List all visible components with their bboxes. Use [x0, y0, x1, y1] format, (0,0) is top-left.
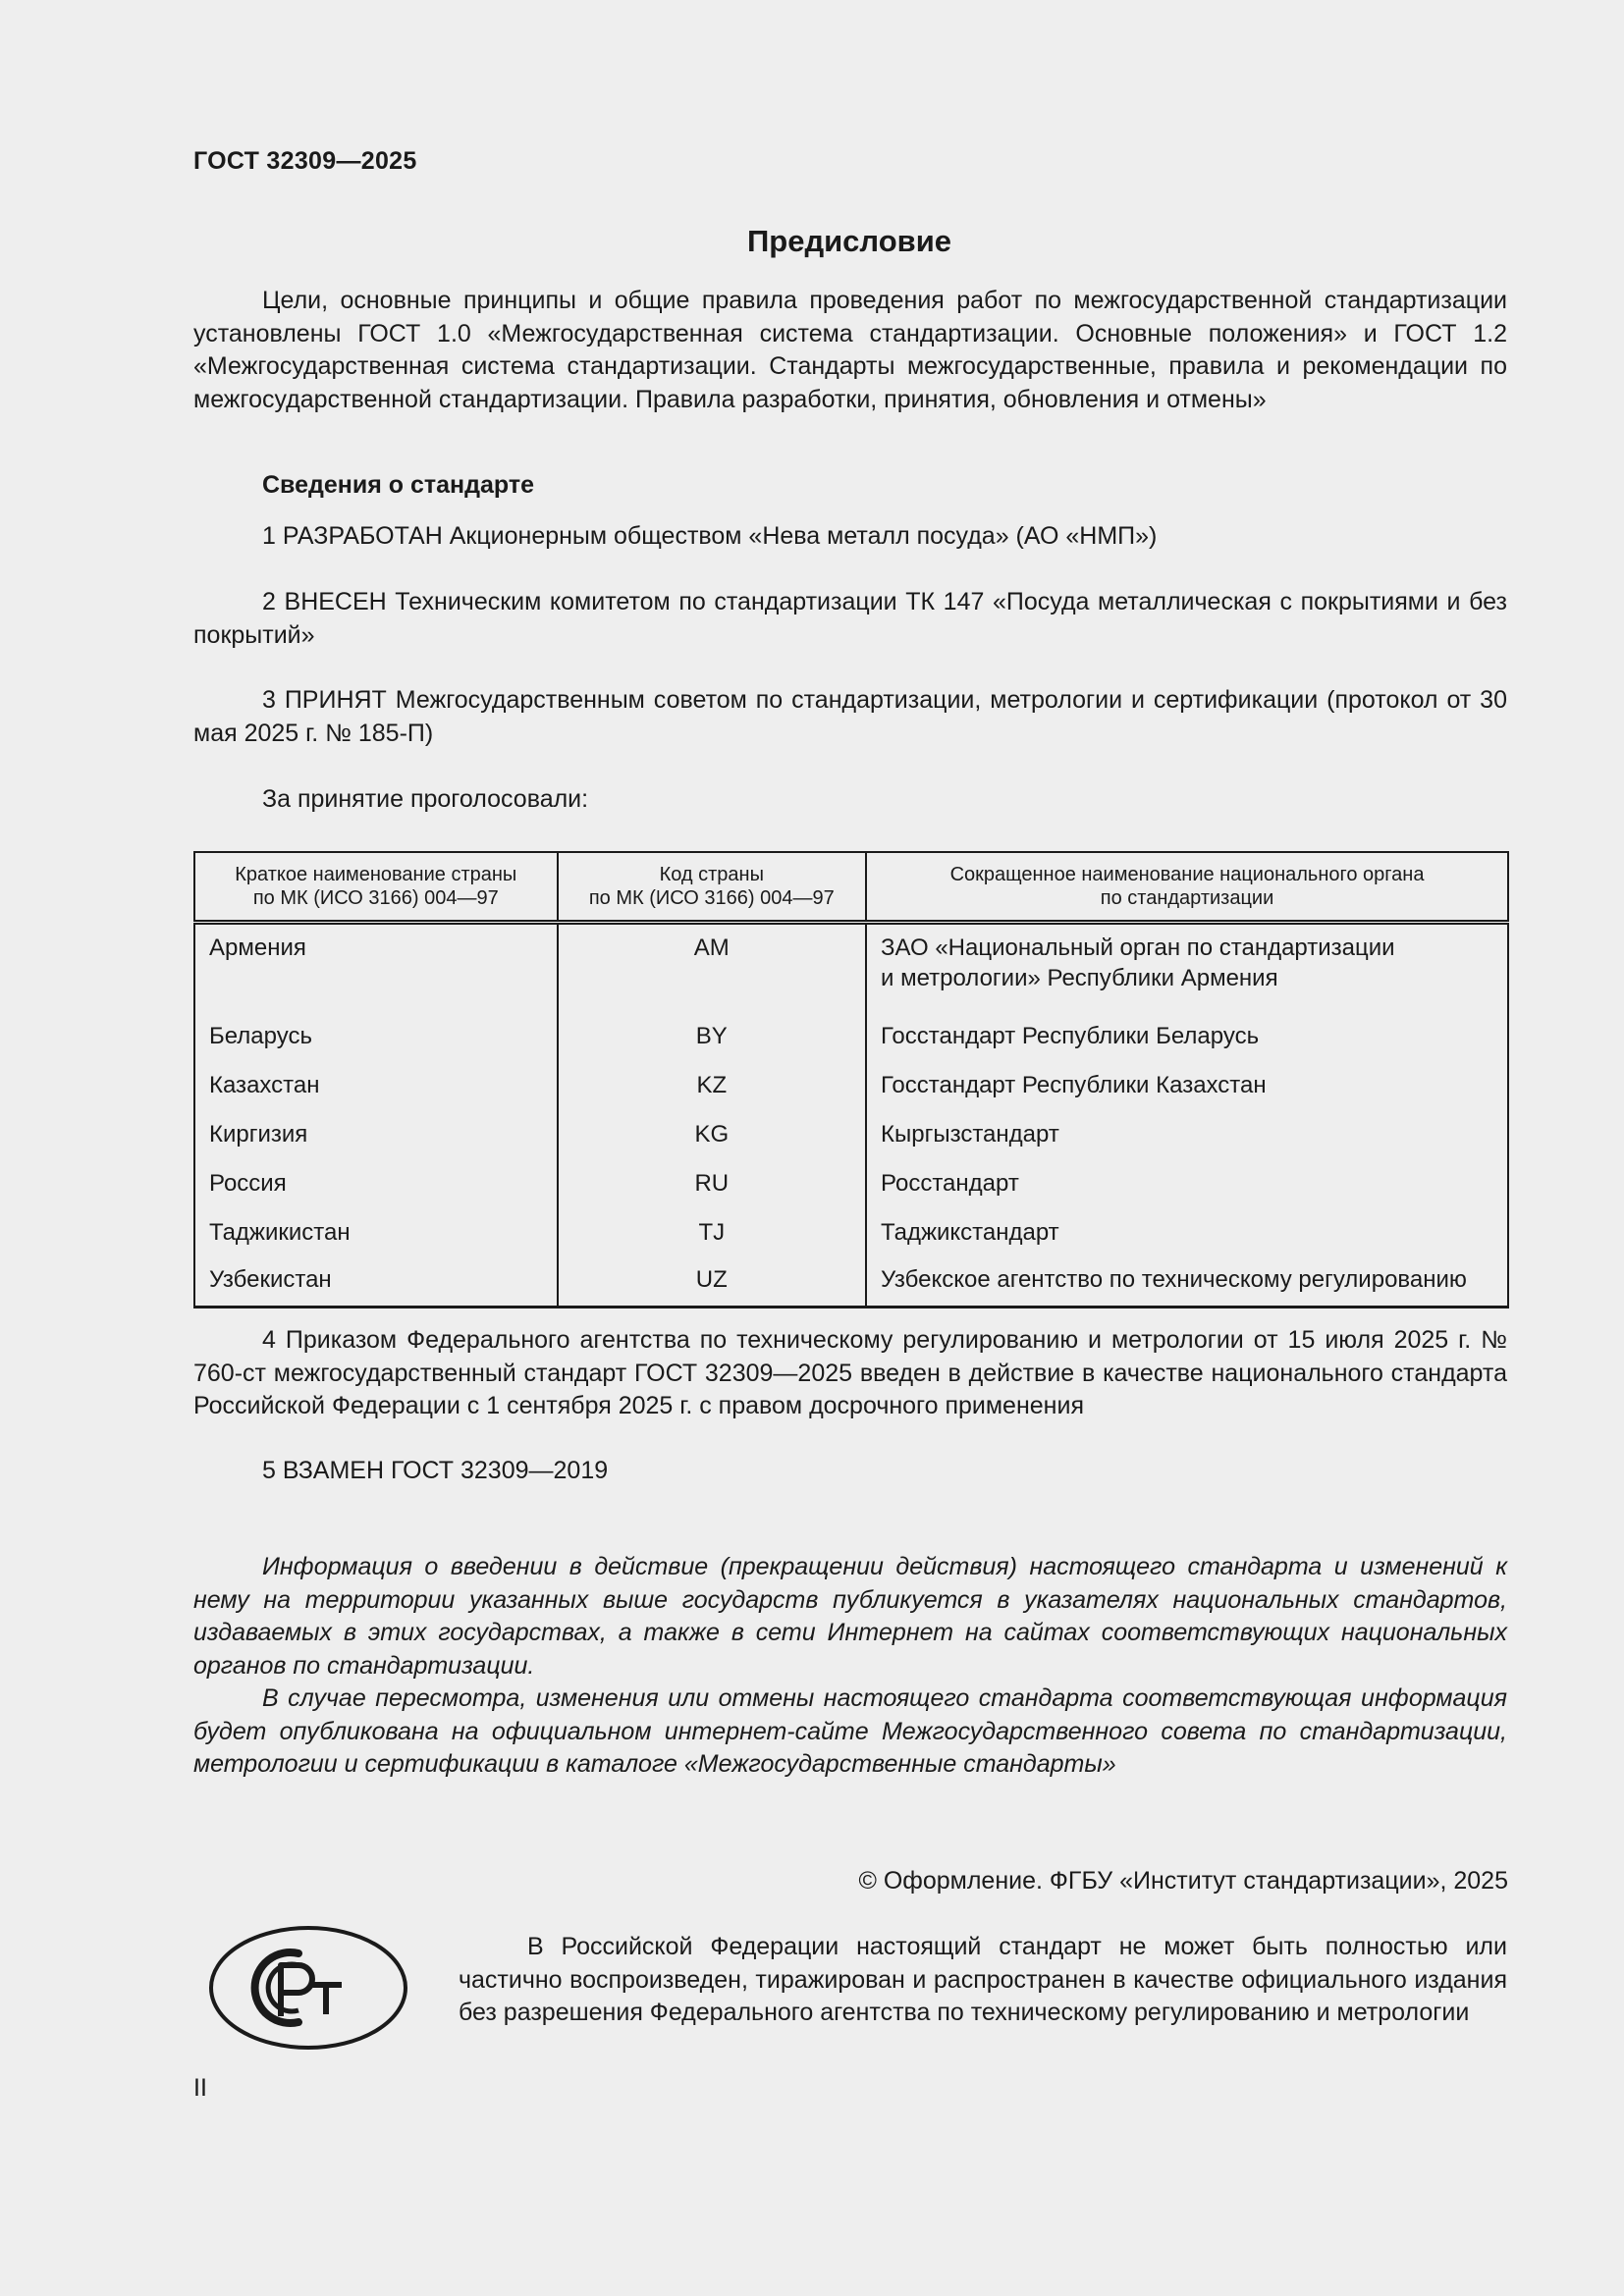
header-code: Код страны по МК (ИСО 3166) 004—97: [558, 852, 866, 923]
item-3: [193, 684, 1507, 750]
cell-country: Киргизия: [194, 1109, 558, 1158]
cell-country: Армения: [194, 923, 558, 1012]
cell-code: KZ: [558, 1060, 866, 1109]
cell-code: TJ: [558, 1207, 866, 1256]
rst-certification-logo-icon: [208, 1924, 409, 2056]
table-header-row: [194, 852, 1508, 923]
item-1: [193, 520, 1507, 554]
table-row: [194, 1109, 1508, 1158]
cell-body: Росстандарт: [866, 1158, 1508, 1207]
table-row: [194, 1011, 1508, 1060]
page-title: Предисловие: [746, 224, 951, 258]
cell-code: UZ: [558, 1256, 866, 1308]
cell-body: Кыргызстандарт: [866, 1109, 1508, 1158]
cell-code: KG: [558, 1109, 866, 1158]
cell-country: Узбекистан: [194, 1256, 558, 1308]
page-number: II: [193, 2074, 207, 2102]
item-3-text: 3 ПРИНЯТ Межгосударственным советом по стандартизации, метрологии и сертификации (протокол от 30 мая 2025 г. № 185-П): [193, 686, 1507, 747]
item-5-text: 5 ВЗАМЕН ГОСТ 32309—2019: [262, 1457, 609, 1484]
notice-paragraph-1: Информация о введении в действие (прекращении действия) настоящего стандарта и изменений к нему на территории указанных выше государств публикуется в указателях национальных стандартов, издаваемых в этих государствах, а также в сети Интернет на сайтах соответствующих национальных органов по стандартизации.: [193, 1553, 1507, 1680]
cell-country: Беларусь: [194, 1011, 558, 1060]
standard-code: ГОСТ 32309—2025: [193, 147, 417, 175]
info-heading: Сведения о стандарте: [262, 471, 535, 499]
cell-country: Таджикистан: [194, 1207, 558, 1256]
cell-body: Таджикстандарт: [866, 1207, 1508, 1256]
voting-table: [193, 851, 1509, 1308]
cell-country: Казахстан: [194, 1060, 558, 1109]
item-4: [193, 1324, 1507, 1423]
item-4-text: 4 Приказом Федерального агентства по техническому регулированию и метрологии от 15 июля 2025 г. № 760-ст межгосударственный стандарт ГОСТ 32309—2025 введен в действие в качестве национального стандарта Российской Федерации с 1 сентября 2025 г. с правом досрочного применения: [193, 1326, 1507, 1419]
table-row: [194, 1158, 1508, 1207]
table-row: [194, 923, 1508, 1012]
table-row: [194, 1256, 1508, 1308]
rights-notice: [459, 1931, 1507, 2030]
cell-code: RU: [558, 1158, 866, 1207]
notice-block: [193, 1551, 1507, 1782]
rights-text: В Российской Федерации настоящий стандарт не может быть полностью или частично воспроизведен, тиражирован и распространен в качестве официального издания без разрешения Федерального агентства по техническому регулированию и метрологии: [459, 1933, 1507, 2026]
header-body: Сокращенное наименование национального органа по стандартизации: [866, 852, 1508, 923]
cell-code: AM: [558, 923, 866, 1012]
item-2: [193, 586, 1507, 652]
cell-code: BY: [558, 1011, 866, 1060]
item-2-text: 2 ВНЕСЕН Техническим комитетом по стандартизации ТК 147 «Посуда металлическая с покрытиями и без покрытий»: [193, 588, 1507, 649]
cell-body: Узбекское агентство по техническому регулированию: [866, 1256, 1508, 1308]
voted-label: [193, 783, 1507, 817]
voted-text: За принятие проголосовали:: [262, 785, 589, 813]
intro-text: Цели, основные принципы и общие правила проведения работ по межгосударственной стандартизации установлены ГОСТ 1.0 «Межгосударственная система стандартизации. Основные положения» и ГОСТ 1.2 «Межгосударственная система стандартизации. Стандарты межгосударственные, правила и рекомендации по межгосударственной стандартизации. Правила разработки, принятия, обновления и отмены»: [193, 287, 1507, 413]
item-5: [193, 1455, 1507, 1488]
header-country: Краткое наименование страны по МК (ИСО 3166) 004—97: [194, 852, 558, 923]
intro-paragraph: [193, 285, 1507, 416]
item-1-text: 1 РАЗРАБОТАН Акционерным обществом «Нева металл посуда» (АО «НМП»): [262, 522, 1158, 550]
table-row: [194, 1207, 1508, 1256]
table-row: [194, 1060, 1508, 1109]
cell-body: Госстандарт Республики Беларусь: [866, 1011, 1508, 1060]
notice-paragraph-2: В случае пересмотра, изменения или отмены настоящего стандарта соответствующая информация будет опубликована на официальном интернет-сайте Межгосударственного совета по стандартизации, метрологии и сертификации в каталоге «Межгосударственные стандарты»: [193, 1684, 1507, 1778]
cell-body: ЗАО «Национальный орган по стандартизации и метрологии» Республики Армения: [866, 923, 1508, 1012]
cell-body: Госстандарт Республики Казахстан: [866, 1060, 1508, 1109]
cell-country: Россия: [194, 1158, 558, 1207]
copyright-line: © Оформление. ФГБУ «Институт стандартизации», 2025: [858, 1867, 1508, 1895]
